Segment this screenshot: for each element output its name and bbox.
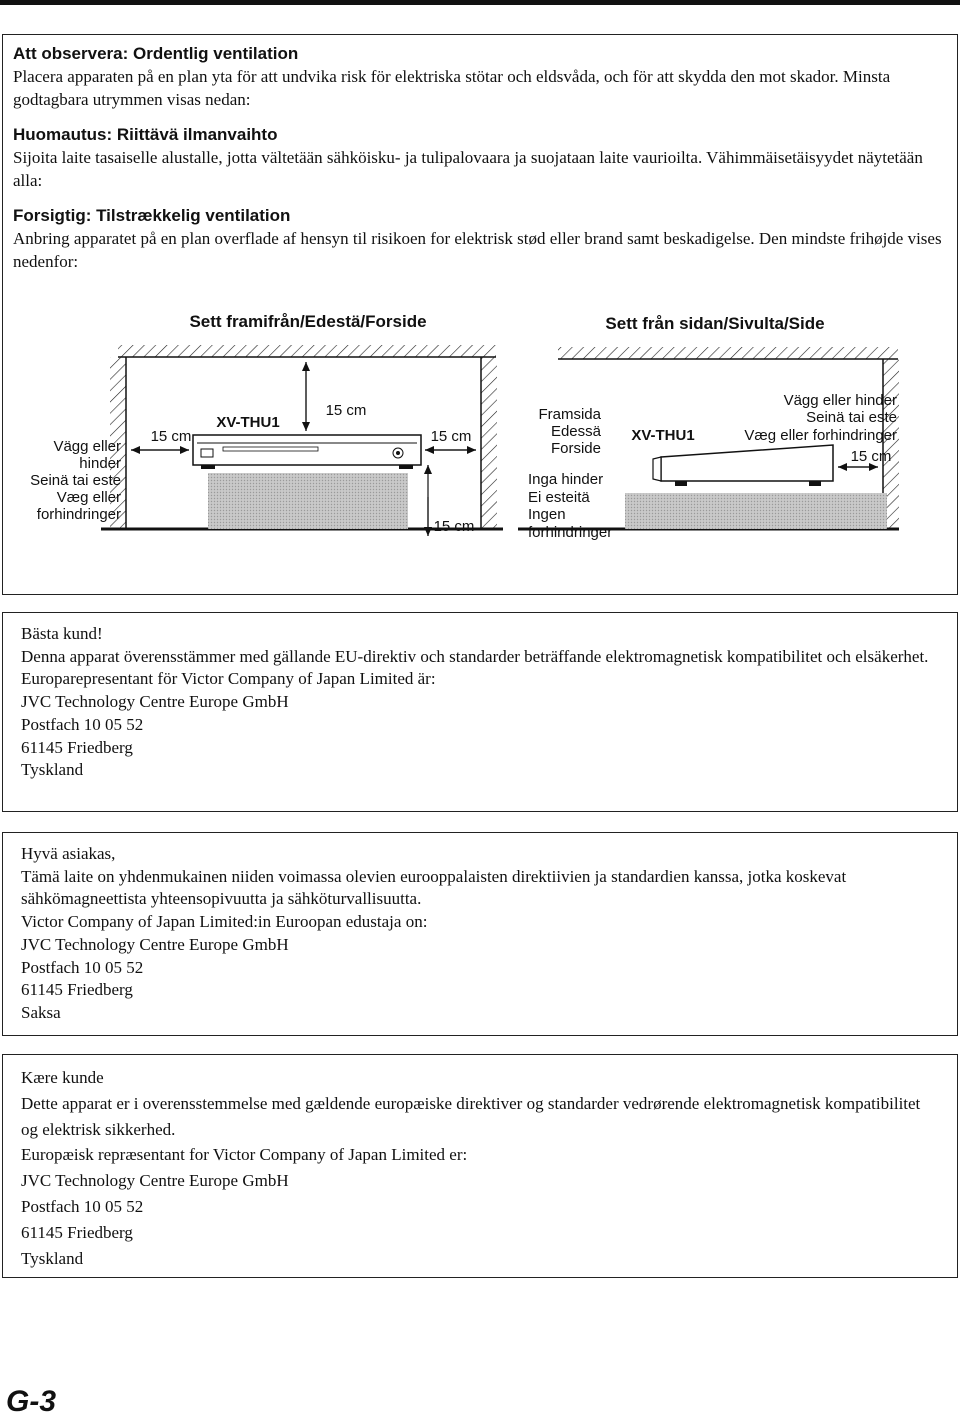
side-model-label: XV-THU1 xyxy=(631,427,695,444)
svg-text:Seinä tai este: Seinä tai este xyxy=(806,409,897,426)
side-ceiling-hatch xyxy=(558,347,898,359)
front-right-dim: 15 cm xyxy=(430,428,472,445)
svg-text:hinder: hinder xyxy=(79,455,121,472)
postbox-sv: Postfach 10 05 52 xyxy=(21,714,144,734)
svg-text:Framsida: Framsida xyxy=(538,406,601,423)
side-view-title: Sett från sidan/Sivulta/Side xyxy=(605,314,825,333)
contact-box-sv xyxy=(2,612,958,812)
city-da: 61145 Friedberg xyxy=(21,1222,133,1242)
front-bottom-dim: 15 cm xyxy=(433,518,475,535)
city-fi: 61145 Friedberg xyxy=(21,980,133,1000)
company-sv: JVC Technology Centre Europe GmbH xyxy=(21,692,289,712)
front-ceiling-hatch xyxy=(118,345,496,357)
front-model-label: XV-THU1 xyxy=(216,414,280,431)
contact-box-fi xyxy=(2,832,958,1036)
text-sv: Placera apparaten på en plan yta för att undvika risk för elektriska stötar och eldsvåda, och för att skydda den mot skador. Minsta godtagbara utrymmen visas nedan: xyxy=(13,67,891,109)
postbox-fi: Postfach 10 05 52 xyxy=(21,957,144,977)
heading-da: Forsigtig: Tilstrækkelig ventilation xyxy=(13,206,291,225)
svg-text:Edessä: Edessä xyxy=(550,423,601,440)
compliance-fi: Tämä laite on yhdenmukainen niiden voimassa olevien eurooppalaisten direktiivien ja standardien kanssa, jotka koskevat sähkömagneettista yhteensopivuutta ja sähköturvallisuutta. xyxy=(21,866,847,909)
heading-fi: Huomautus: Riittävä ilmanvaihto xyxy=(13,125,278,144)
representative-da: Europæisk repræsentant for Victor Company of Japan Limited er: xyxy=(21,1145,468,1165)
svg-text:Vägg eller: Vägg eller xyxy=(53,438,121,455)
greeting-fi: Hyvä asiakas, xyxy=(21,844,116,863)
country-da: Tyskland xyxy=(21,1248,84,1268)
svg-text:Væg eller forhindringer: Væg eller forhindringer xyxy=(744,427,897,444)
side-wall-label xyxy=(744,392,897,444)
svg-text:Væg eller: Væg eller xyxy=(56,489,121,506)
text-fi: Sijoita laite tasaiselle alustalle, jotta vältetään sähköisku- ja tulipalovaara ja suojataan laite vaurioilta. Vähimmäisetäisyydet näytetään alla: xyxy=(13,148,923,190)
svg-text:forhindringer: forhindringer xyxy=(528,524,613,541)
company-da: JVC Technology Centre Europe GmbH xyxy=(21,1171,289,1191)
text-da: Anbring apparatet på en plan overflade af hensyn til risikoen for elektrisk stød eller brand samt beskadigelse. Den mindste frihøjde vises nedenfor: xyxy=(13,229,942,271)
svg-text:Seinä tai este: Seinä tai este xyxy=(30,472,121,489)
svg-text:Ingen: Ingen xyxy=(528,506,566,523)
side-front-label xyxy=(538,406,601,457)
svg-text:Vägg eller hinder: Vägg eller hinder xyxy=(783,392,897,409)
greeting-sv: Bästa kund! xyxy=(21,624,103,643)
svg-text:Forside: Forside xyxy=(550,440,601,457)
postbox-da: Postfach 10 05 52 xyxy=(21,1196,144,1216)
top-rule xyxy=(0,0,960,5)
compliance-da: Dette apparat er i overensstemmelse med gældende europæiske direktiver og standarder vedrørende elektromagnetisk kompatibilitet og elektrisk sikkerhed. xyxy=(21,1093,921,1139)
device-side-view xyxy=(653,445,833,486)
front-wall-label xyxy=(30,438,121,523)
country-sv: Tyskland xyxy=(21,760,84,780)
country-fi: Saksa xyxy=(21,1002,61,1022)
greeting-da: Kære kunde xyxy=(21,1068,104,1087)
side-shelf xyxy=(625,493,887,529)
contact-box-da xyxy=(2,1054,958,1278)
heading-sv: Att observera: Ordentlig ventilation xyxy=(13,44,299,63)
front-left-dim: 15 cm xyxy=(150,428,192,445)
side-no-obstacle-label xyxy=(528,471,612,541)
svg-text:Ei esteitä: Ei esteitä xyxy=(528,489,590,506)
compliance-sv: Denna apparat överensstämmer med gällande EU-direktiv och standarder beträffande elektromagnetisk kompatibilitet och elsäkerhet. xyxy=(21,646,929,666)
svg-text:Inga hinder: Inga hinder xyxy=(528,471,604,488)
front-right-wall xyxy=(481,357,497,529)
front-view-title: Sett framifrån/Edestä/Forside xyxy=(189,312,427,331)
representative-sv: Europarepresentant för Victor Company of Japan Limited är: xyxy=(21,669,436,689)
side-dim: 15 cm xyxy=(850,448,892,465)
front-top-dim: 15 cm xyxy=(325,402,367,419)
clearance-diagram xyxy=(3,305,957,575)
front-shelf xyxy=(208,473,408,529)
ventilation-notice xyxy=(2,34,958,595)
city-sv: 61145 Friedberg xyxy=(21,737,133,757)
representative-fi: Victor Company of Japan Limited:in Euroopan edustaja on: xyxy=(21,912,428,932)
company-fi: JVC Technology Centre Europe GmbH xyxy=(21,934,289,954)
svg-text:forhindringer: forhindringer xyxy=(36,506,121,523)
device-front-view xyxy=(193,435,421,469)
page-number: G-3 xyxy=(6,1385,57,1418)
